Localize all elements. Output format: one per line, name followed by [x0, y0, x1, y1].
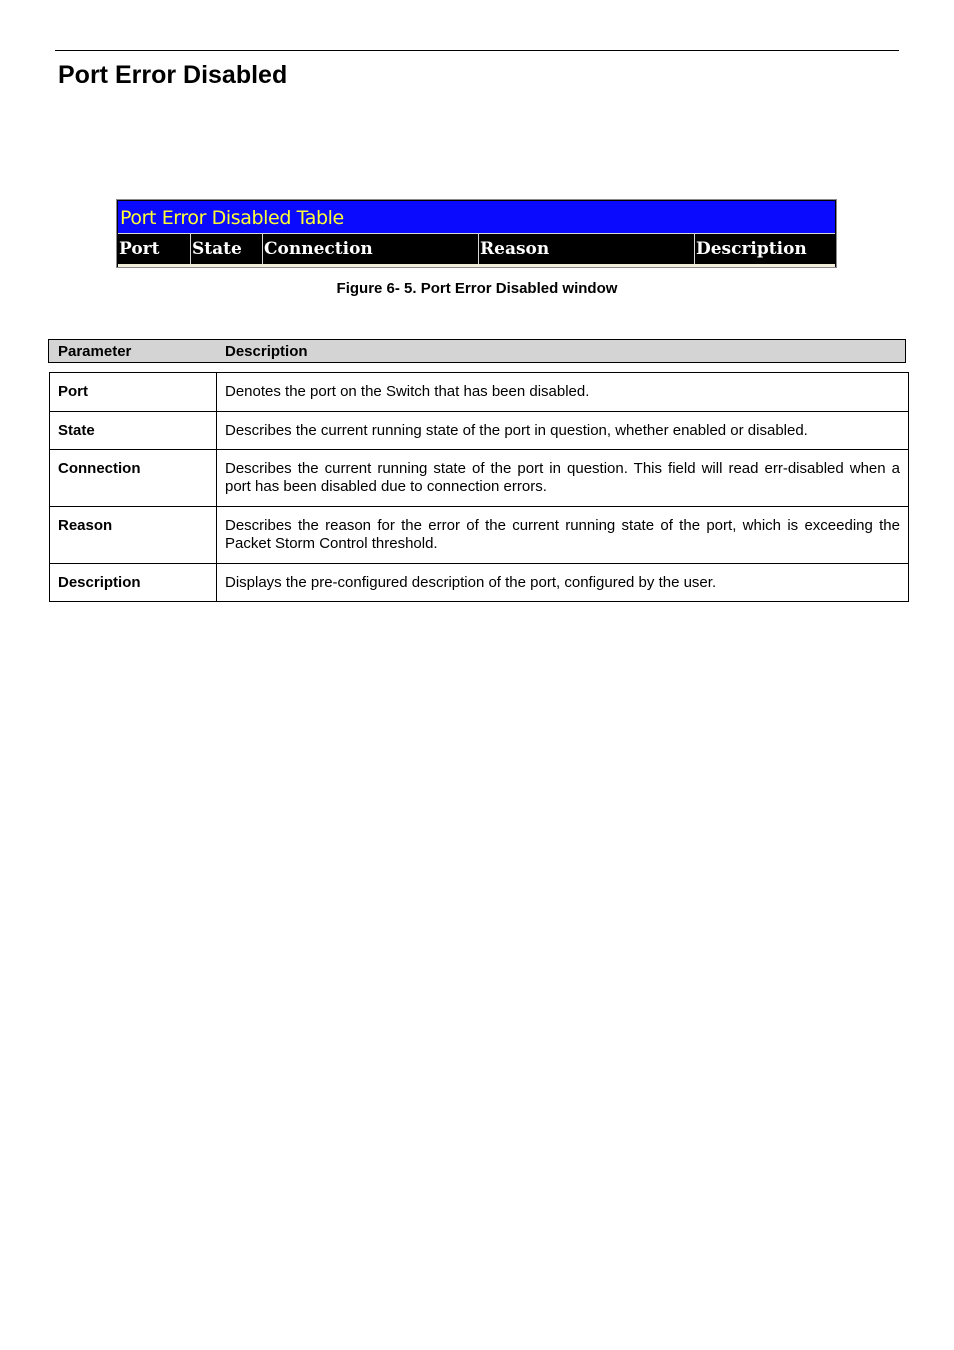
column-header-label: State — [192, 239, 242, 259]
parameter-name: Description — [50, 564, 217, 602]
parameter-name: Reason — [50, 507, 217, 564]
table-row — [50, 450, 909, 507]
column-header-port — [118, 234, 191, 265]
parameter-description: Displays the pre-configured description of the port, configured by the user. — [217, 564, 909, 602]
header-description: Description — [225, 343, 308, 360]
parameter-description: Describes the reason for the error of the current running state of the port, which is exceeding the Packet Storm Control threshold. — [217, 507, 909, 564]
port-error-disabled-window — [116, 199, 837, 268]
page-title: Port Error Disabled — [58, 61, 288, 89]
table-header-row — [118, 234, 835, 265]
column-header-label: Description — [696, 239, 807, 259]
top-rule — [55, 50, 899, 51]
table-row — [50, 373, 909, 412]
header-parameter: Parameter — [58, 343, 132, 360]
parameter-name: Port — [50, 373, 217, 412]
parameter-name: Connection — [50, 450, 217, 507]
figure-caption: Figure 6- 5. Port Error Disabled window — [336, 280, 618, 297]
column-header-connection — [263, 234, 479, 265]
window-title-bar — [118, 201, 835, 234]
parameter-description: Describes the current running state of the port in question. This field will read err-disabled when a port has been disabled due to connection errors. — [217, 450, 909, 507]
table-bottom-strip — [118, 264, 835, 267]
column-header-label: Connection — [264, 239, 373, 259]
column-header-label: Port — [119, 239, 160, 259]
column-header-state — [191, 234, 263, 265]
parameter-description: Denotes the port on the Switch that has been disabled. — [217, 373, 909, 412]
parameter-table — [49, 372, 909, 602]
parameter-table-header — [48, 339, 906, 363]
window-title: Port Error Disabled Table — [120, 207, 344, 229]
column-header-description — [695, 234, 837, 265]
table-row — [50, 564, 909, 602]
table-row — [50, 507, 909, 564]
table-row — [50, 412, 909, 450]
column-header-label: Reason — [480, 239, 550, 259]
parameter-description: Describes the current running state of the port in question, whether enabled or disabled. — [217, 412, 909, 450]
column-header-reason — [479, 234, 695, 265]
parameter-name: State — [50, 412, 217, 450]
